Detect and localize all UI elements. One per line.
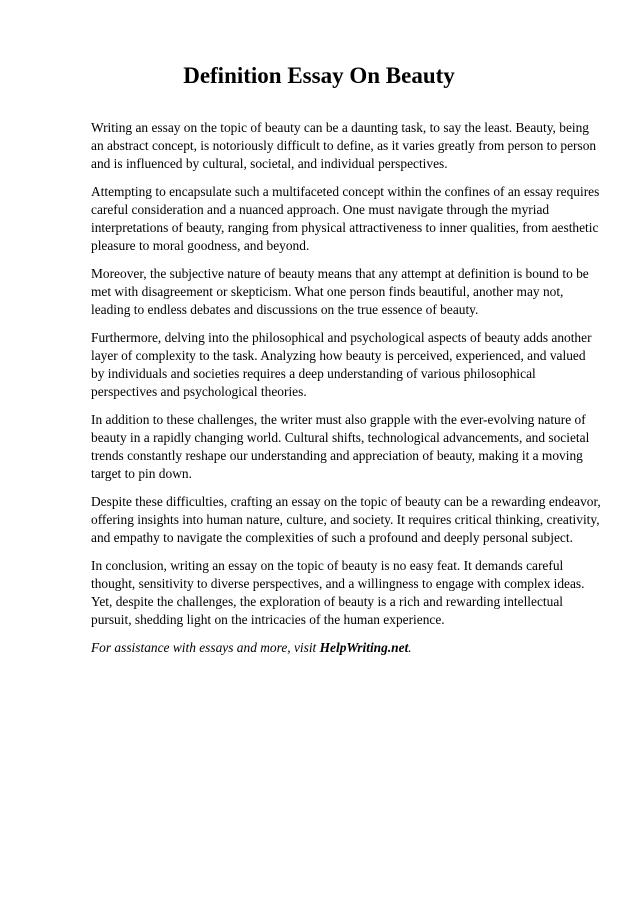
paragraph-4: Furthermore, delving into the philosophical and psychological aspects of beauty adds another layer of complexity to the task. Analyzing how beauty is perceived, experienced, and valued by individuals and societies requires a deep understanding of various philosophical perspectives and psychological theories. (91, 330, 592, 399)
assistance-note-prefix: For assistance with essays and more, visit (91, 640, 320, 655)
document-title: Definition Essay On Beauty (183, 63, 455, 88)
helpwriting-link[interactable]: HelpWriting.net (319, 640, 409, 655)
assistance-note-suffix: . (408, 640, 412, 655)
paragraph-2: Attempting to encapsulate such a multifaceted concept within the confines of an essay requires careful consideration and a nuanced approach. One must navigate through the myriad interpretations of beauty, ranging from physical attractiveness to inner qualities, from aesthetic pleasure to moral goodness, and beyond. (91, 184, 600, 253)
paragraph-3: Moreover, the subjective nature of beauty means that any attempt at definition is bound to be met with disagreement or skepticism. What one person finds beautiful, another may not, leading to endless debates and discussions on the true essence of beauty. (91, 266, 589, 317)
paragraph-7: In conclusion, writing an essay on the topic of beauty is no easy feat. It demands careful thought, sensitivity to diverse perspectives, and a willingness to engage with complex ideas. Yet, despite the challenges, the exploration of beauty is a rich and rewarding intellectual pursuit, shedding light on the intricacies of the human experience. (91, 558, 585, 627)
document-body (91, 119, 601, 657)
paragraph-6: Despite these difficulties, crafting an essay on the topic of beauty can be a rewarding endeavor, offering insights into human nature, culture, and society. It requires critical thinking, creativity, and empathy to navigate the complexities of such a profound and deeply personal subject. (91, 494, 601, 545)
assistance-note (91, 639, 601, 657)
paragraph-1: Writing an essay on the topic of beauty can be a daunting task, to say the least. Beauty, being an abstract concept, is notoriously difficult to define, as it varies greatly from person to person and is influenced by cultural, societal, and individual perspectives. (91, 120, 597, 171)
paragraph-5: In addition to these challenges, the writer must also grapple with the ever-evolving nature of beauty in a rapidly changing world. Cultural shifts, technological advancements, and societal trends constantly reshape our understanding and appreciation of beauty, making it a moving target to pin down. (91, 412, 590, 481)
